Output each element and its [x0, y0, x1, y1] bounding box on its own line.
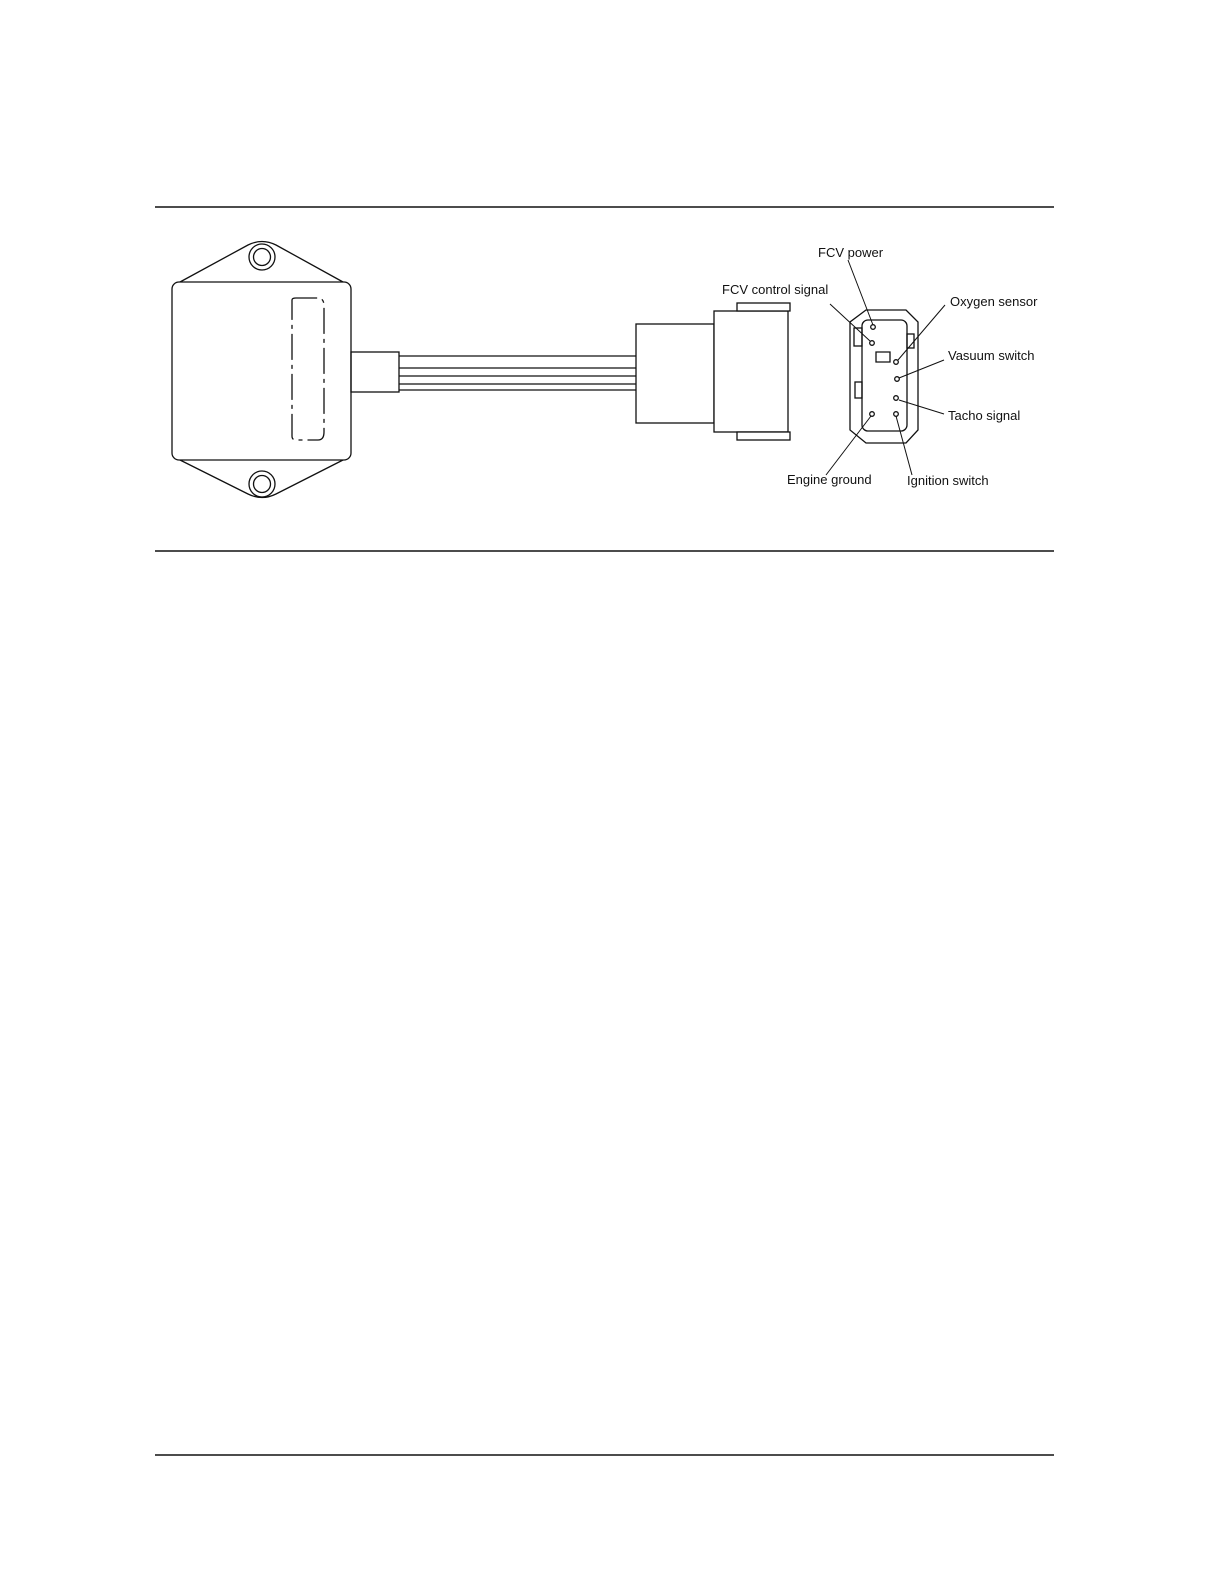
ecu-cable-boot — [351, 352, 399, 392]
pin-tacho-signal — [894, 396, 899, 401]
label-fcv-control-signal: FCV control signal — [722, 282, 829, 297]
pin-vacuum-switch — [895, 377, 900, 382]
pin-oxygen-sensor — [894, 360, 899, 365]
label-ignition-switch: Ignition switch — [907, 473, 989, 488]
pin-fcv-control-signal — [870, 341, 875, 346]
connector-latch-top — [737, 303, 790, 311]
wire-harness — [399, 356, 636, 390]
pin-fcv-power — [871, 325, 876, 330]
connector-latch-bottom — [737, 432, 790, 440]
label-tacho-signal: Tacho signal — [948, 408, 1021, 423]
pin-engine-ground — [870, 412, 875, 417]
label-oxygen-sensor: Oxygen sensor — [950, 294, 1038, 309]
connector-face-view — [850, 310, 918, 443]
label-vacuum-switch: Vasuum switch — [948, 348, 1035, 363]
connector-side-view — [636, 303, 790, 440]
label-fcv-power: FCV power — [818, 245, 884, 260]
pin-ignition-switch — [894, 412, 899, 417]
ecu-module — [172, 242, 399, 498]
label-engine-ground: Engine ground — [787, 472, 872, 487]
